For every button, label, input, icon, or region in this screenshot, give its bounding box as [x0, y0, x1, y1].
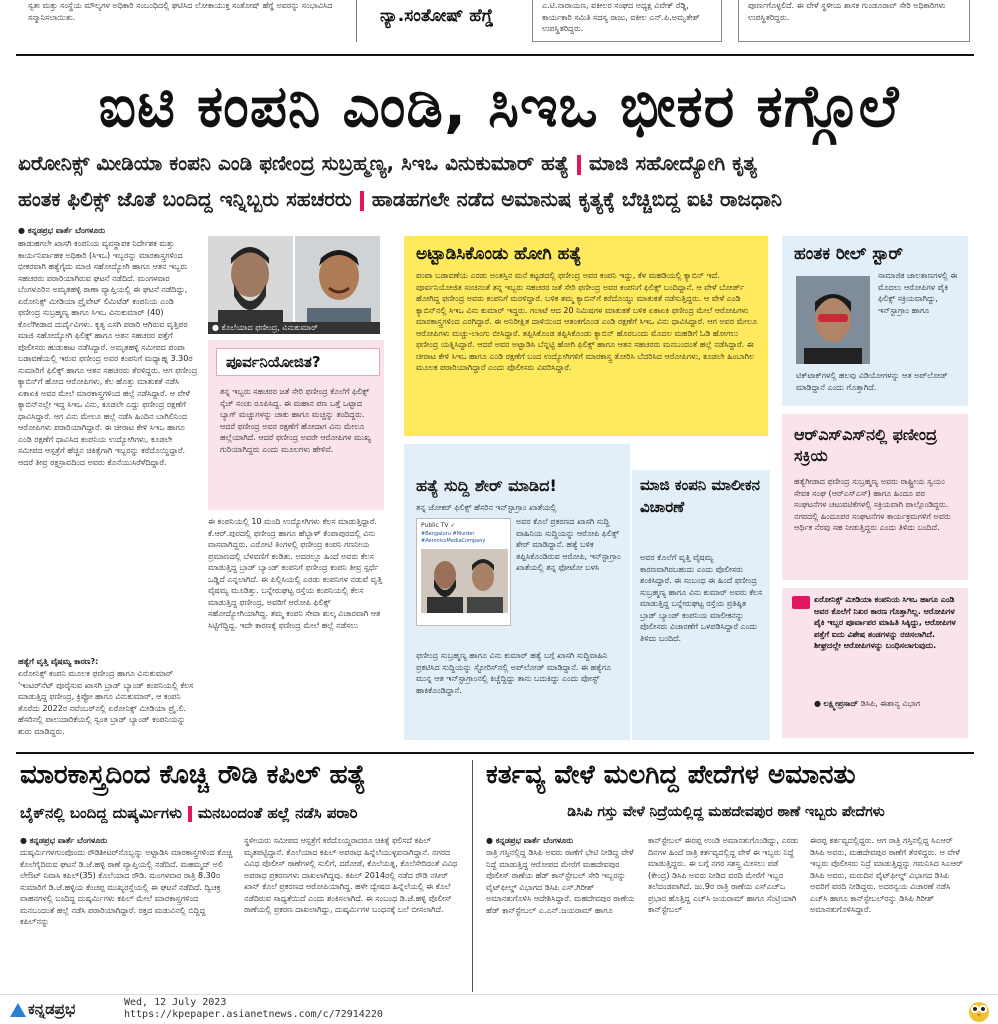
- reel-body-bottom: ಟಿಕ್‌ಟಾಕ್‌ಗಳಲ್ಲಿ ಹಲವು ವಿಡಿಯೋಗಳನ್ನು ಆತ ಅಪ್‌ಲೋಡ್ ಮಾಡಿದ್ದಾನೆ ಎಂದು ಗೊತ್ತಾಗಿದೆ.: [796, 371, 948, 392]
- footer-url[interactable]: https://kpepaper.asianetnews.com/c/72914220: [124, 1009, 383, 1020]
- phone-screenshot: [416, 518, 511, 626]
- killer-photo: [796, 276, 870, 364]
- top-rule: [16, 54, 974, 56]
- story2-sub-b: ಮನಬಂದಂತೆ ಹಲ್ಲೆ ನಡೆಸಿ ಪರಾರಿ: [197, 804, 358, 822]
- pink-divider: [360, 191, 364, 211]
- story2-dateline: ● ಕನ್ನಡಪ್ರಭ ವಾರ್ತೆ ಬೆಂಗಳೂರು: [20, 836, 108, 845]
- story3-col1: ರಾತ್ರಿ ಗಸ್ತಿನಲ್ಲಿದ್ದ ಡಿಸಿಪಿ ಅವರು ಠಾಣೆಗೆ ಭೇಟಿ ನೀಡಿದ್ದ ವೇಳೆ ನಿದ್ದೆ ಮಾಡುತ್ತಿದ್ದ ಆರೋಪದ ಮೇರೆಗೆ ಮಹದೇವಪುರ ಪೊಲೀಸ್ ಠಾಣೆಯ ಹೆಡ್ ಕಾನ್‌ಸ್ಟೇಬಲ್ ಸೇರಿ ಇಬ್ಬರನ್ನು ವೈಟ್‌ಫೀಲ್ಡ್ ವಿಭಾಗದ ಡಿಸಿಪಿ ಎಸ್.ಗಿರೀಶ್ ಅಮಾನತುಗೊಳಿಸಿ ಆದೇಶಿಸಿದ್ದಾರೆ. ಮಹದೇವಪುರ ಠಾಣೆಯ ಹೆಡ್ ಕಾನ್‌ಸ್ಟೇಬಲ್ ಎ.ಎನ್.ಜಯರಾಮ್ ಹಾಗೂ: [486, 848, 635, 915]
- phone-header: Public TV ✓: [421, 522, 456, 529]
- quote-box: [782, 588, 968, 738]
- killer-portrait: [796, 276, 870, 364]
- rss-title: ಆರ್‌ಎಸ್‌ಎಸ್‌ನಲ್ಲಿ ಫಣೀಂದ್ರ ಸಕ್ರಿಯ: [794, 425, 937, 465]
- phone-line1: #Bengaluru #Murder: [421, 531, 475, 537]
- story3-dateline: ● ಕನ್ನಡಪ್ರಭ ವಾರ್ತೆ ಬೆಂಗಳೂರು: [486, 836, 574, 845]
- story2-headline: ಮಾರಕಾಸ್ತ್ರದಿಂದ ಕೊಚ್ಚಿ ರೌಡಿ ಕಪಿಲ್ ಹತ್ಯೆ: [20, 760, 366, 790]
- top-left-text: ಸ್ವತಃ ಮತ್ತು ಸಂಸ್ಥೆಯ ಮೌಲ್ಯಗಳ ಅಧಿಕಾರಿ ಸಂಬಂಧಿದಲ್ಲಿ ಘಟಿಸಿದ ಲೋಕಾಯುಕ್ತ ಸಂತೋಷ್ ಹೆಗ್ಡೆ ಅವರನ್ನು ಸಂಭಾವಿಸಿದ ಸನ್ಮಾನಿಸಲಾಯಿತು.: [28, 1, 333, 22]
- top-byline: ನ್ಯಾ.ಸಂತೋಷ್ ಹೆಗ್ಡೆ: [380, 6, 494, 26]
- share-box: [404, 444, 630, 740]
- story2-sub: [20, 804, 358, 822]
- top-right-text: ಪೂರ್ಣಗೊಳ್ಳಲಿದೆ. ಈ ವೇಳೆ ಸ್ಥಳೀಯ ಶಾಸಕ ಗುಂಡೂರಾವ್ ಸೇರಿ ಅಧಿಕಾರಿಗಳು ಉಪಸ್ಥಿತರಿದ್ದರು.: [748, 1, 946, 22]
- quote-author: ಲಕ್ಷ್ಮೀಪ್ರಸಾದ್: [823, 699, 859, 708]
- story3-col2: ಕಾನ್‌ಸ್ಟೇಬಲ್ ಈರಪ್ಪ ಉಂಡಿ ಅಮಾನತುಗೊಂಡಿದ್ದು, ಎರಡು ದಿನಗಳ ಹಿಂದೆ ರಾತ್ರಿ ಕರ್ತವ್ಯದಲ್ಲಿದ್ದ ವೇಳೆ ಈ ಇಬ್ಬರು ನಿದ್ದೆ ಮಾಡುತ್ತಿದ್ದರು. ಈ ಬಗ್ಗೆ ನಗರ ಸಶಸ್ತ್ರ ಮೀಸಲು ಪಡೆ (ಕೇಂದ್ರ) ಡಿಸಿಪಿ ಅವರು ನೀಡಿದ ವರದಿ ಮೇರೆಗೆ ಇಬ್ಬರ ತಲೆದಂಡವಾಗಿದೆ. ಜು.9ರ ರಾತ್ರಿ ಠಾಣೆಯ ಎಸ್‌ಎಚ್‌ಒ ಪ್ರಭಾರ ಹೊತ್ತಿದ್ದ ಎಚ್‌ಸಿ ಜಯರಾಮ್ ಹಾಗೂ ಸೆಂಟ್ರಿಯಾಗಿ ಕಾನ್‌ಸ್ಟೇಬಲ್: [648, 836, 799, 914]
- story2-col2: ಸ್ಥಳೀಯರು ಸಮೀಪದ ಆಸ್ಪತ್ರೆಗೆ ಕರೆದೊಯ್ದರಾದರೂ ಚಿಕಿತ್ಸೆ ಫಲಿಸದೆ ಕಪಿಲ್ ಮೃತಪಟ್ಟಿದ್ದಾನೆ. ಕೊಲೆಯಾದ ಕಪಿಲ್ ಅಪರಾಧ ಹಿನ್ನೆಲೆಯುಳ್ಳವನಾಗಿದ್ದಾನೆ. ನಗರದ ವಿವಿಧ ಪೊಲೀಸ್ ಠಾಣೆಗಳಲ್ಲಿ ಸುಲಿಗೆ, ದರೋಡೆ, ಕೊಲೆಯತ್ನ, ಕೊಲೆಸೇರಿದಂತೆ ವಿವಿಧ ಅಪರಾಧ ಪ್ರಕರಣಗಳು ದಾಖಲಾಗಿದ್ದವು. ಕಪಿಲ್ 2014ರಲ್ಲಿ ನಡೆದ ರೌಡಿ ನಸೀರ್ ಖಾನ್ ಕೊಲೆ ಪ್ರಕರಣದ ಆರೋಪಿಯಾಗಿದ್ದ. ಹಳೇ ದ್ವೇಷದ ಹಿನ್ನೆಲೆಯಲ್ಲಿ ಈ ಕೊಲೆ ನಡೆದಿರುವ ಸಾಧ್ಯತೆಯಿದೆ ಎಂದು ಶಂಕಿಸಲಾಗಿದೆ. ಈ ಸಂಬಂಧ ಡಿ.ಜೆ.ಹಳ್ಳಿ ಪೊಲೀಸ್ ಠಾಣೆಯಲ್ಲಿ ಪ್ರಕರಣ ದಾಖಲಾಗಿದ್ದು, ದುಷ್ಕರ್ಮಿಗಳ ಬಂಧನಕ್ಕೆ ಬಲೆ ಬೀಸಲಾಗಿದೆ.: [244, 836, 458, 914]
- share-bottom: ಫಣೀಂದ್ರ ಸುಬ್ರಹ್ಮಣ್ಯ ಹಾಗೂ ವಿನು ಕುಮಾರ್ ಹತ್ಯೆ ಬಗ್ಗೆ ಖಾಸಗಿ ಸುದ್ದಿವಾಹಿನಿ ಪ್ರಕಟಿಸಿದ ಸುದ್ದಿಯನ್ನು ಸ್ಟೋರಿಸ್‌ನಲ್ಲಿ ಅಪ್‌ಲೋಡ್ ಮಾಡಿದ್ದಾನೆ. ಈ ಹತ್ಯೆಗೂ ಮುನ್ನ ಆತ ಇನ್‌ಸ್ಟಾಗ್ರಾಂನಲ್ಲಿ ಕಿಚ್ಚೆದ್ದಿದ್ದು ತಾನು ಬದುಕಿದ್ದು ಎಂದು ಪೋಸ್ಟ್ ಹಾಕಿಕೊಂಡಿದ್ದಾನೆ.: [416, 651, 612, 695]
- share-title: ಹತ್ಯೆ ಸುದ್ದಿ ಶೇರ್ ಮಾಡಿದ!: [416, 476, 557, 495]
- quote-body: ಏರೋನಿಕ್ಸ್ ಮೀಡಿಯಾ ಕಂಪನಿಯ ಸಿಇಒ ಹಾಗೂ ಎಂಡಿ ಅವರ ಕೊಲೆಗೆ ನಿಖರ ಕಾರಣ ಗೊತ್ತಾಗಿಲ್ಲ. ಆರೋಪಿಗಳ ಪೈಕಿ ಇಬ್ಬರ ಪೂರ್ವಾಪರ ಮಾಹಿತಿ ಸಿಕ್ಕಿದ್ದು, ಆರೋಪಿಗಳ ಪತ್ತೆಗೆ ಐದು ವಿಶೇಷ ತಂಡಗಳನ್ನು ರಚಿಸಲಾಗಿದೆ. ಶೀಘ್ರದಲ್ಲೇ ಆರೋಪಿಗಳನ್ನು ಬಂಧಿಸಲಾಗುವುದು.: [814, 595, 956, 650]
- sub2b: ಹಾಡಹಗಲೇ ನಡೆದ ಅಮಾನುಷ ಕೃತ್ಯಕ್ಕೆ ಬೆಚ್ಚಿಬಿದ್ದ ಐಟಿ ರಾಜಧಾನಿ: [371, 187, 782, 211]
- attack-body: ಪಂಪಾ ಬಡಾವಣೆಯ ಎರಡು ಅಂತಸ್ತಿನ ಮನೆ ಕಟ್ಟಡದಲ್ಲಿ ಫಣೀಂದ್ರ ಅವರ ಕಂಪನಿ ಇದ್ದು, ಕೆಳ ಮಹಡಿಯಲ್ಲಿ ಕ್ಯಾಬಿನ್ ಇದೆ. ಪೂರ್ವನಿಯೋಜಿತ ಸಂಚಿನಂತೆ ತನ್ನ ಇಬ್ಬರು ಸಹಚರರ ಜತೆ ಸೇರಿ ಫಣೀಂದ್ರ ಅವರ ಕಂಪನಿಗೆ ಫಿಲಿಕ್ಸ್ ಬಂದಿದ್ದಾನೆ. ಆ ವೇಳೆ ಬೋರ್ಡ್ ಹೋಗಿದ್ದ ಫಣೀಂದ್ರ ಅವರು ಕಂಪನಿಗೆ ಮರಳಿದ್ದಾರೆ. ಬಳಿಕ ತಮ್ಮ ಕ್ಯಾಬಿನ್‌ಗೆ ಕರೆದೊಯ್ದು ಮಾತುಕತೆ ನಡೆಸುತ್ತಿದ್ದರು. ಆ ವೇಳೆ ಎಂಡಿ ಕ್ಯಾಬಿನ್‌ನಲ್ಲಿ ಸಿಇಒ ವಿನು ಕುಮಾರ್ ಇದ್ದರು. ಗಲಾಟೆ ಆದ 20 ನಿಮಿಷಗಳ ಮಾತುಕತೆ ಬಳಿಕ ಏಕಾಏಕಿ ಫಣೀಂದ್ರ ಮೇಲೆ ಆರೋಪಿಗಳು ಮಾರಕಾಸ್ತ್ರಗಳಿಂದ ಎರಗಿದ್ದಾರೆ. ಈ ಅನಿರೀಕ್ಷಿತ ದಾಳಿಯಿಂದ ಆತಂಕಗೊಂಡ ಎಂಡಿ ರಕ್ಷಣೆಗೆ ಸಿಇಒ ವಿನು ಧಾವಿಸಿದ್ದಾರೆ. ಆಗ ಅವರ ಮೇಲೂ ಆರೋಪಿಗಳು ಮಚ್ಚು-ಲಾಂಗು ಬೀಸಿದ್ದಾರೆ. ತಪ್ಪಿಸಿಕೊಂಡ ತಪ್ಪಿಸಿಕೊಂಡು ಕ್ಯಾಬಿನ್ ಹೊರಬಂದು ಮೊದಲ ಮಹಡಿಗೆ ಓಡಿ ಹೋಗಲು ಫಣೀಂದ್ರ ಯತ್ನಿಸಿದ್ದಾರೆ. ಆದರೆ ಅವರ ಅಟ್ಟಾಡಿಸಿ ಬೆನ್ನಟ್ಟಿ ಹೋಗಿ ಫಿಲಿಕ್ಸ್ ಹಾಗೂ ಆತನ ಸಹಚರರು ಮನಬಂದಂತೆ ಹಲ್ಲೆ ನಡೆಸಿದ್ದಾರೆ. ಈ ಚೀರಾಟ ಕೇಳಿ ಸಿಇಒ ಹಾಗೂ ಎಂಡಿ ರಕ್ಷಣೆಗೆ ಬಂದ ಉದ್ಯೋಗಿಗಳಿಗೆ ಮಾರಕಾಸ್ತ್ರ ತೋರಿಸಿ ಬೆದರಿಸಿದ ಆರೋಪಿಗಳು, ಕೂಡಲೇ ಹಿಂಬಾಗಿಲ ಮೂಲಕ ಪರಾರಿಯಾಗಿದ್ದಾರೆ ಎಂದು ಪೊಲೀಸರು ವಿವರಿಸಿದ್ದಾರೆ.: [416, 271, 758, 372]
- exowner-box: [632, 470, 770, 740]
- planned-box: [208, 340, 384, 510]
- attack-box: [404, 236, 768, 436]
- story3-headline: ಕರ್ತವ್ಯ ವೇಳೆ ಮಲಗಿದ್ದ ಪೇದೆಗಳ ಅಮಾನತು: [486, 760, 856, 790]
- planned-body: ತನ್ನ ಇಬ್ಬರು ಸಹಚರರ ಜತೆ ಸೇರಿ ಫಣೀಂದ್ರ ಕೊಲೆಗೆ ಫಿಲಿಕ್ಸ್ ಸ್ಕೆಚ್ ಸಂಚು ರೂಪಿಸಿದ್ದ. ಈ ಮಹಾನ ಪಣ ಒತ್ತೆ ಒಟ್ಟಾದ ಬ್ಯಾಗ್ ಮಚ್ಚುಗಳನ್ನು ಚಾಕು ಹಾಗೂ ಮಚ್ಚನ್ನು ತಂದಿದ್ದರು. ಆದರೆ ಫಣೀಂದ್ರ ಅವರ ರಕ್ಷಣೆಗೆ ಹೋದಾಗ ವಿನು ಮೇಲೂ ಹಲ್ಲೆಯಾಗಿದೆ. ಆದರೆ ಫಣೀಂದ್ರ ಅವರೇ ಆರೋಪಿಗಳ ಮುಖ್ಯ ಗುರಿಯಾಗಿದ್ದರು ಎಂದು ಮೂಲಗಳು ಹೇಳಿವೆ.: [220, 387, 372, 454]
- phone-line2: #AeronicsMediaCompany: [421, 538, 486, 544]
- footer-date: Wed, 12 July 2023: [124, 997, 227, 1008]
- story3-sub: ಡಿಸಿಪಿ ಗಸ್ತು ವೇಳೆ ನಿದ್ರೆಯಲ್ಲಿದ್ದ ಮಹದೇವಪುರ ಠಾಣೆ ಇಬ್ಬರು ಪೇದೆಗಳು: [567, 804, 885, 820]
- main-col2-body: ಈ ಕಂಪನಿಯಲ್ಲಿ 10 ಮಂದಿ ಉದ್ಯೋಗಿಗಳು ಕೆಲಸ ಮಾಡುತ್ತಿದ್ದಾರೆ. ಕೆ.ಆರ್.ಪುರದಲ್ಲಿ ಫಣೀಂದ್ರ ಹಾಗೂ ಹೆಬ್ಬಾಳ್‌ ಕೆಂಪಾಪುರದಲ್ಲಿ ವಿನು ವಾಸವಾಗಿದ್ದರು. ಎರೋಟಿ ತಿಂಗಳಲ್ಲಿ ಫಣೀಂದ್ರ ಕಂಪನಿ ಗಣನೀಯ ಪ್ರಮಾಣದಲ್ಲಿ ಬೆಳವಣಿಗೆ ಕಂಡಿತು. ಅದರಲ್ಲೂ ಹಿಂದೆ ಅವರು ಕೆಲಸ ಮಾಡುತ್ತಿದ್ದ ಬ್ರಾಡ್ ಬ್ಯಾಂಡ್ ಕಂಪನಿಗೆ ಫಣೀಂದ್ರ ಕಂಪನಿ ತೀವ್ರ ಸ್ಪರ್ಧೆ ಒಡ್ಡಿದೆ ಎನ್ನಲಾಗಿದೆ. ಈ ಪಿಲ್ಲಿಸಿಯಲ್ಲಿ ಎರಡು ಕಂಪನಿಗಳ ನಡುವೆ ವೃತ್ತಿ ವೈಷಮ್ಯ ಮೂಡಿತ್ತು. ಬನ್ನೇರುಘಟ್ಟ ರಸ್ತೆಯ ಕಂಪನಿಯಲ್ಲಿ ಕೆಲಸ ಮಾಡುತ್ತಿದ್ದ ಫಣೀಂದ್ರ, ಅವರಿಗೆ ಆರೋಪಿ ಫಿಲಿಕ್ಸ್ ಸಹೋದ್ಯೋಗಿಯಾಗಿದ್ದ. ತಮ್ಮ ಕಂಪನಿ ಸೇವಾ ಶುಲ್ಕ ವಿಚಾರವಾಗಿ ಆತ ಸಿಟ್ಟಿಗೆದ್ದಿದ್ದ. ಇದೇ ಕಾರಣಕ್ಕೆ ಫಣೀಂದ್ರ ಮೇಲೆ ಹಲ್ಲೆ ನಡೆಸಲು: [208, 517, 383, 630]
- top-mid-text: ಎ.ಟಿ.ನಾರಾಯಣ, ವಕೀಲರ ಸಂಘದ ಅಧ್ಯಕ್ಷ ವಿವೇಕ್ ರೆಡ್ಡಿ, ಕಾರ್ಯಕಾರಿ ಸಮಿತಿ ಸದಸ್ಯ ರಾಜು, ವಕೀಲ ಎನ್.ಪಿ.ಅಮೃತೇಶ್ ಉಪಸ್ಥಿತರಿದ್ದರು.: [542, 1, 700, 33]
- victim-photo-1: [208, 236, 293, 324]
- pink-divider: [577, 155, 581, 175]
- top-strip: [0, 0, 998, 48]
- footer-bar: [0, 994, 998, 1024]
- photo-caption: ● ಕೊಲೆಯಾದ ಫಣೀಂದ್ರ, ವಿನುಕುಮಾರ್: [208, 322, 380, 334]
- planned-title: ಪೂರ್ವನಿಯೋಜಿತ?: [226, 353, 321, 371]
- sub1a: ಏರೋನಿಕ್ಸ್ ಮೀಡಿಯಾ ಕಂಪನಿ ಎಂಡಿ ಫಣೀಂದ್ರ ಸುಬ್ರಹ್ಮಣ್ಯ, ಸಿಇಒ ವಿನುಕುಮಾರ್ ಹತ್ಯೆ: [18, 151, 569, 175]
- quote-author-line: ● ಲಕ್ಷ್ಮೀಪ್ರಸಾದ್ ಡಿಸಿಪಿ, ಈಶಾನ್ಯ ವಿಭಾಗ: [814, 699, 921, 708]
- victim-portrait-1: [208, 236, 293, 324]
- rss-body: ಹತ್ಯೆಗೀಡಾದ ಫಣೀಂದ್ರ ಸುಬ್ರಹ್ಮಣ್ಯ ಅವರು ರಾಷ್ಟ್ರೀಯ ಸ್ವಯಂ ಸೇವಕ ಸಂಘ (ಆರ್‌ಎಸ್‌ಎಸ್) ಹಾಗೂ ಹಿಂದೂ ಪರ ಸಂಘಟನೆಗಳ ಚಟುವಟಿಕೆಗಳಲ್ಲಿ ಸಕ್ರಿಯವಾಗಿ ಪಾಲ್ಗೊಂಡಿದ್ದರು. ನಗರದಲ್ಲಿ ಹಿಂದೂಪರ ಸಂಘಟನೆಗಳ ಕಾರ್ಯಕ್ರಮಗಳಿಗೆ ಅವರು ಆರ್ಥಿಕ ನೆರವು ಸಹ ನೀಡುತ್ತಿದ್ದರು ಎಂದು ತಿಳಿದು ಬಂದಿದೆ.: [794, 477, 951, 532]
- pink-divider: [188, 806, 192, 822]
- main-dateline: ● ಕನ್ನಡಪ್ರಭ ವಾರ್ತೆ ಬೆಂಗಳೂರು: [18, 226, 106, 235]
- top-left-border: [356, 0, 357, 42]
- owl-svg: [966, 997, 992, 1023]
- phone-image: [421, 549, 508, 613]
- sub2a: ಹಂತಕ ಫಿಲಿಕ್ಸ್ ಜೊತೆ ಬಂದಿದ್ದ ಇನ್ನಿಬ್ಬರು ಸಹಚರರು: [18, 187, 352, 211]
- main-subheadline-1: [18, 151, 757, 175]
- story2-col1: ದುಷ್ಕರ್ಮಿಗಳಗುಂಪೊಂದು ರೌಡಿಶೀಟರ್‌ನೊಬ್ಬನ್ನು ಅಟ್ಟಾಡಿಸಿ ಮಾರಕಾಸ್ತ್ರಗಳಿಂದ ಕೊಚ್ಚಿ ಕೊಲೆಗೈದಿರುವ ಘಟನೆ ಡಿ.ಜೆ.ಹಳ್ಳಿ ಠಾಣೆ ವ್ಯಾಪ್ತಿಯಲ್ಲಿ ನಡೆದಿದೆ. ಮಹಮ್ಮದ್ ಅಲಿ ಲೇಔಟ್ ನಿವಾಸಿ ಕಪಿಲ್(35) ಕೊಲೆಯಾದ ರೌಡಿ. ಮಂಗಳವಾರ ರಾತ್ರಿ 8.30ರ ಸುಮಾರಿಗೆ ಡಿ.ಜೆ.ಹಳ್ಳಿಯ ಕೆಂಚಪ್ಪ ಮುಖ್ಯರಸ್ತೆಯಲ್ಲಿ ಈ ಘಟನೆ ನಡೆದಿದೆ. ದ್ವಿಚಕ್ರ ವಾಹನಗಳಲ್ಲಿ ಬಂದಿದ್ದ ದುಷ್ಕರ್ಮಿಗಳು ಕಪಿಲ್ ಮೇಲೆ ಮಾರಕಾಸ್ತ್ರಗಳಿಂದ ಮನಬಂದಂತೆ ಹಲ್ಲೆ ನಡೆಸಿ ಪರಾರಿಯಾಗಿದ್ದಾರೆ. ರಕ್ತದ ಮಡುವಿನಲ್ಲಿ ಬಿದ್ದಿದ್ದ ಕಪಿಲ್‌ನನ್ನು: [20, 848, 233, 926]
- reel-body-right: ಸಾಮಾಜಿಕ ಜಾಲತಾಣಗಳಲ್ಲಿ ಈ ಮೊದಲು ಆರೋಪಿಗಳ ಪೈಕಿ ಫಿಲಿಕ್ಸ್ ಸಕ್ರಿಯವಾಗಿದ್ದು, ಇನ್‌ಸ್ಟಾಗ್ರಾಂ ಹಾಗೂ: [878, 271, 958, 315]
- sub1b: ಮಾಜಿ ಸಹೋದ್ಯೋಗಿ ಕೃತ್ಯ: [588, 151, 757, 175]
- share-side: ಅವರ ಕೊಲೆ ಪ್ರಕರಣದ ಖಾಸಗಿ ಸುದ್ದಿ ವಾಹಿನಿಯ ಸುದ್ದಿಯನ್ನು ಆರೋಪಿ ಫಿಲಿಕ್ಸ್ ಶೇರ್ ಮಾಡಿದ್ದಾನೆ. ಹತ್ಯೆ ಬಳಿಕ ತಪ್ಪಿಸಿಕೊಂಡಿರುವ ಆರೋಪಿ, ಇನ್‌ಸ್ಟಾಗ್ರಾಂ ಖಾತೆಯಲ್ಲಿ ತನ್ನ ಫೋಟೋ ಬಳಸಿ: [516, 517, 621, 572]
- reel-box: [782, 236, 968, 406]
- rss-box: [782, 414, 968, 580]
- main-col1-body: ಹಾಡುಹಗಲೇ ಖಾಸಗಿ ಕಂಪನಿಯ ವ್ಯವಸ್ಥಾಪಕ ನಿರ್ದೇಶಕ ಮತ್ತು ಕಾರ್ಯನಿರ್ವಾಹಕ ಅಧಿಕಾರಿ (ಸಿಇಒ) ಇಬ್ಬರನ್ನು ಮಾರಕಾಸ್ತ್ರಗಳಿಂದ ಭೀಕರವಾಗಿ ಹತ್ಯೆಗೈದು ಮಾಜಿ ಸಹೋದ್ಯೋಗಿ ಹಾಗೂ ಆತನ ಇಬ್ಬರು ಸಹಚರರು ಪರಾರಿಯಾಗಿರುವ ಘಟನೆ ನಡೆದಿದೆ. ಮಂಗಳವಾರ ಬೆಂಗಳೂರಿನ ಅಮೃತಹಳ್ಳಿ ಠಾಣಾ ವ್ಯಾಪ್ತಿಯಲ್ಲಿ ಈ ಘಟನೆ ನಡೆದಿದ್ದು, ಏರೋನಿಕ್ಸ್ ಮೀಡಿಯಾ ಪ್ರೈವೇಟ್ ಲಿಮಿಟೆಡ್ ಕಂಪನಿಯ ಎಂಡಿ ಫಣೀಂದ್ರ ಸುಬ್ರಹ್ಮಣ್ಯ ಹಾಗೂ ಸಿಇಒ ವಿನುಕುಮಾರ್ (40) ಕೊಲೆಗೀಡಾದ ದುರ್ದೈವಿಗಳು. ಕೃತ್ಯ ಎಸಗಿ ಪರಾರಿ ಆಗಿರುವ ವೃತ್ತಿಪರ ಮಾಜಿ ಸಹೋದ್ಯೋಗಿ ಫಿಲಿಕ್ಸ್ ಹಾಗೂ ಆತನ ಸಹಚರರ ಪತ್ತೆಗೆ ಪೊಲೀಸರು ಹುಡುಕಾಟ ನಡೆಸಿದ್ದಾರೆ. ಅಮೃತಹಳ್ಳಿ ಸಮೀಪದ ಪಂಪಾ ಬಡಾವಣೆಯಲ್ಲಿ ಇರುವ ಫಣೀಂದ್ರ ಅವರ ಕಂಪನಿಗೆ ಮಧ್ಯಾಹ್ನ 3.30ರ ಸುಮಾರಿಗೆ ಫಿಲಿಕ್ಸ್ ಹಾಗೂ ಆತನ ಸಹಚರರು ತೆರಳಿದ್ದರು. ಆಗ ಫಣೀಂದ್ರ ಕ್ಯಾಬಿನ್‌ಗೆ ಹೋದ ಆರೋಪಿಗಳು, ಕೆಲ ಹೊತ್ತು ಮಾತುಕತೆ ನಡೆಸಿ ಏಕಾಏಕಿ ಅವರ ಮೇಲೆ ಮಾರಕಾಸ್ತ್ರಗಳಿಂದ ಹಲ್ಲೆ ನಡೆಸಿದ್ದಾರೆ. ಆ ವೇಳೆ ಕ್ಯಾಬಿನ್‌ನಲ್ಲೇ ಇದ್ದ ಸಿಇಒ ವಿನು, ಕೂಡಲೇ ಎದ್ದು ಫಣೀಂದ್ರ ರಕ್ಷಣೆಗೆ ಧಾವಿಸಿದ್ದಾರೆ. ಆಗ ವಿನು ಮೇಲೂ ಹಲ್ಲೆ ನಡೆಸಿ ಹಿಂದಿನ ಬಾಗಿಲಿನಿಂದ ಆರೋಪಿಗಳು ಪರಾರಿಯಾಗಿದ್ದಾರೆ. ಈ ಚೀರಾಟ ಕೇಳಿ ಸಿಇಒ ಹಾಗೂ ಎಂಡಿ ರಕ್ಷಣೆಗೆ ಧಾವಿಸಿದ ಕಂಪನಿಯ ಉದ್ಯೋಗಿಗಳು, ಕೂಡಲೇ ಸಮೀಪದ ಆಸ್ಪತ್ರೆಗೆ ಹೆಚ್ಚಿನ ಚಿಕಿತ್ಸೆಗಾಗಿ ಇಬ್ಬರನ್ನು ಕರೆದೊಯ್ದಿದ್ದಾರೆ. ಆದರೆ ತೀವ್ರ ರಕ್ತಸ್ರಾವದಿಂದ ಅವರು ಕೊನೆಯುಸಿರೆಳೆದಿದ್ದಾರೆ.: [18, 239, 198, 467]
- story2-sub-a: ಬೈಕ್‌ನಲ್ಲಿ ಬಂದಿದ್ದ ದುಷ್ಕರ್ಮಿಗಳು: [20, 804, 182, 822]
- brand-logo-icon: [10, 1003, 26, 1017]
- attack-title: ಅಟ್ಟಾಡಿಸಿಕೊಂಡು ಹೋಗಿ ಹತ್ಯೆ: [416, 244, 582, 264]
- footer-brand: ಕನ್ನಡಪ್ರಭ: [28, 1000, 76, 1018]
- victim-portrait-2: [295, 236, 380, 324]
- story3-col3: ಈರಪ್ಪ ಕರ್ತವ್ಯದಲ್ಲಿದ್ದರು. ಆಗ ರಾತ್ರಿ ಗಸ್ತಿನಲ್ಲಿದ್ದ ಸಿಎಆರ್ ಡಿಸಿಪಿ ಅವರು, ಮಹದೇವಪುರ ಠಾಣೆಗೆ ತೆರಳಿದ್ದರು. ಆ ವೇಳೆ ಇಬ್ಬರು ಪೊಲೀಸರು ನಿದ್ರೆ ಮಾಡುತ್ತಿದ್ದನ್ನು ಗಮನಿಸಿದ ಸಿಎಆರ್ ಡಿಸಿಪಿ ಅವರು, ಮರುದಿನ ವೈಟ್‌ಫೀಲ್ಡ್ ವಿಭಾಗದ ಡಿಸಿಪಿ ಅವರಿಗೆ ವರದಿ ನೀಡಿದ್ದರು. ಅದರನ್ವಯ ವಿಚಾರಣೆ ನಡೆಸಿ ಎಚ್‌ಸಿ ಹಾಗೂ ಕಾನ್‌ಸ್ಟೇಬಲ್‌ರನ್ನು ಡಿಸಿಪಿ ಗಿರೀಶ್ ಅಮಾನತುಗೊಳಿಸಿದ್ದಾರೆ.: [810, 836, 963, 914]
- main-col1-question: ಹತ್ಯೆಗೆ ವೃತ್ತಿ ವೈಷಮ್ಯ ಕಾರಣ?:: [18, 657, 99, 666]
- owl-mascot-icon[interactable]: [966, 997, 992, 1023]
- quote-icon: [792, 596, 810, 609]
- main-col1-body2: ಏರೋನಿಕ್ಸ್ ಕಂಪನಿ ಮೂಲಕ ಫಣೀಂದ್ರ ಹಾಗೂ ವಿನುಕುಮಾರ್ 'ಇಂಟರ್‌ನೆಟ್ ಪೂರೈಸುವ ಖಾಸಗಿ ಬ್ರಾಡ್ ಬ್ಯಾಂಡ್ ಕಂಪನಿಯಲ್ಲಿ ಕೆಲಸ ಮಾಡುತ್ತಿದ್ದ ಫಣೀಂದ್ರ, ಕ್ರಿಪ್ಟೋ ಹಾಗೂ ವಿನುಕುಮಾರ್, ಆ ಕಂಪನಿ ತೊರೆದು 2022ರ ನವೆಂಬರ್‌ನಲ್ಲಿ ಏರೋನಿಕ್ಸ್ ಮೀಡಿಯಾ ಪ್ರೈ.ಲಿ. ಹೆಸರಿನಲ್ಲಿ ಪಾಲುದಾರಿಕೆಯಲ್ಲಿ ಸ್ವಂತ ಬ್ರಾಡ್ ಬ್ಯಾಂಡ್ ಕಂಪನಿಯನ್ನು ಶುರು ಮಾಡಿದ್ದರು.: [18, 669, 194, 736]
- victim-photo-2: [295, 236, 380, 324]
- section-rule: [16, 752, 974, 754]
- main-headline: ಐಟಿ ಕಂಪನಿ ಎಂಡಿ, ಸಿಇಒ ಭೀಕರ ಕಗ್ಗೊಲೆ: [98, 72, 900, 140]
- exowner-title: ಮಾಜಿ ಕಂಪನಿ ಮಾಲೀಕನ ವಿಚಾರಣೆ: [640, 476, 760, 516]
- vertical-divider: [472, 760, 473, 992]
- exowner-body: ಅವರ ಕೊಲೆಗೆ ವೃತ್ತಿ ವೈಷಮ್ಯ ಕಾರಣವಾಗಿರಬಹುದು ಎಂದು ಪೊಲೀಸರು ಶಂಕಿಸಿದ್ದಾರೆ. ಈ ಸಂಬಂಧ ಈ ಹಿಂದೆ ಫಣೀಂದ್ರ ಸುಬ್ರಹ್ಮಣ್ಯ ಹಾಗೂ ವಿನು ಕುಮಾರ್ ಅವರು ಕೆಲಸ ಮಾಡುತ್ತಿದ್ದ ಬನ್ನೇರುಘಟ್ಟ ರಸ್ತೆಯ ಪ್ರತಿಷ್ಠಿತ ಬ್ರಾಡ್ ಬ್ಯಾಂಡ್ ಕಂಪನಿಯ ಮಾಲೀಕನನ್ನು ಪೊಲೀಸರು ವಿಚಾರಣೆಗೆ ಒಳಪಡಿಸಿದ್ದಾರೆ ಎಂದು ತಿಳಿದು ಬಂದಿದೆ.: [640, 553, 763, 643]
- share-lead: ತನ್ನ ಜೋಕರ್ ಫಿಲಿಕ್ಸ್ ಹೆಸರಿನ ಇನ್‌ಸ್ಟಾಗ್ರಾಂ ಖಾತೆಯಲ್ಲಿ: [416, 503, 557, 512]
- quote-author-role: ಡಿಸಿಪಿ, ಈಶಾನ್ಯ ವಿಭಾಗ: [860, 699, 921, 708]
- reel-title: ಹಂತಕ ರೀಲ್ ಸ್ಟಾರ್: [794, 244, 903, 264]
- main-subheadline-2: [18, 187, 782, 211]
